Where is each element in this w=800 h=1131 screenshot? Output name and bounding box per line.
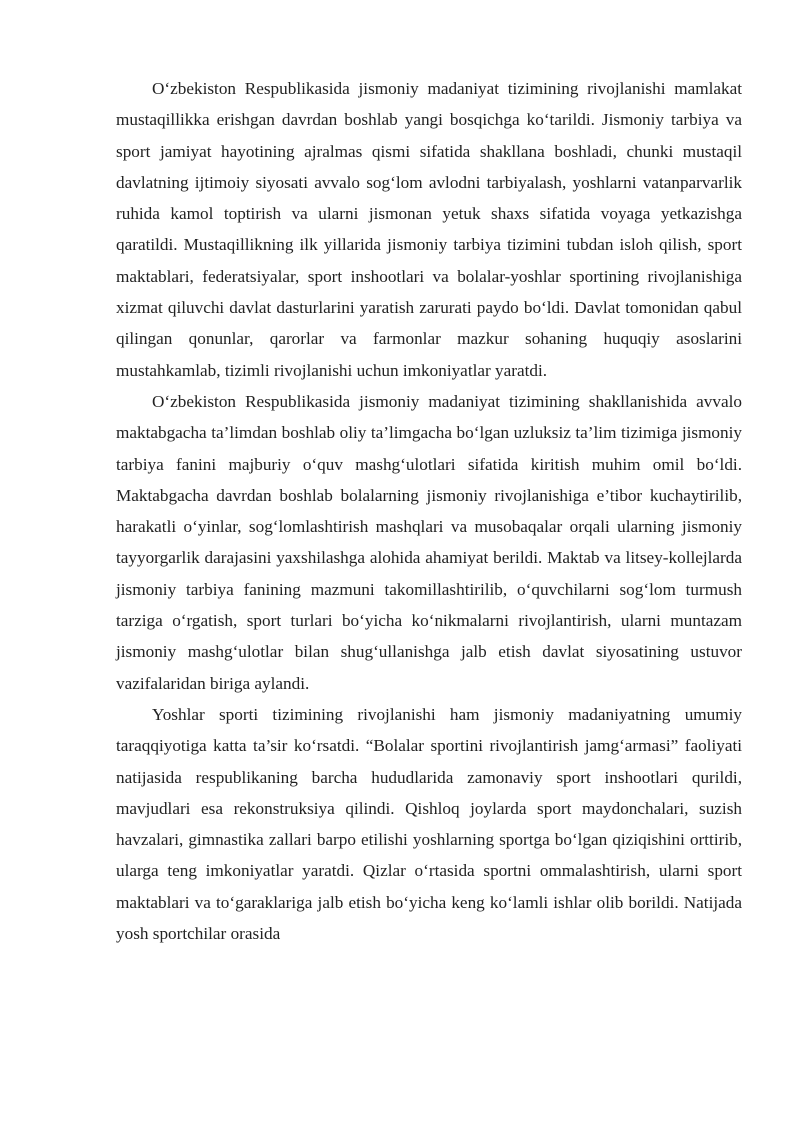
paragraph-3: Yoshlar sporti tizimining rivojlanishi ham jismoniy madaniyatning umumiy taraqqiyotiga katta ta’sir ko‘rsatdi. “Bolalar sportini rivojlantirish jamg‘armasi” faoliyati natijasida respublikaning barcha hududlarida zamonaviy sport inshootlari qurildi, mavjudlari esa rekonstruksiya qilindi. Qishloq joylarda sport maydonchalari, suzish havzalari, gimnastika zallari barpo etilishi yoshlarning sportga bo‘lgan qiziqishini orttirib, ularga teng imkoniyatlar yaratdi. Qizlar o‘rtasida sportni ommalashtirish, ularni sport maktablari va to‘garaklariga jalb etish bo‘yicha keng ko‘lamli ishlar olib borildi. Natijada yosh sportchilar orasida — [116, 704, 742, 944]
paragraph-1: O‘zbekiston Respublikasida jismoniy madaniyat tizimining rivojlanishi mamlakat mustaqillikka erishgan davrdan boshlab yangi bosqichga ko‘tarildi. Jismoniy tarbiya va sport jamiyat hayotining ajralmas qismi sifatida shakllana boshladi, chunki mustaqil davlatning ijtimoiy siyosati avvalo sog‘lom avlodni tarbiyalash, yoshlarni vatanparvarlik ruhida kamol toptirish va ularni jismonan yetuk shaxs sifatida voyaga yetkazishga qaratildi. Mustaqillikning ilk yillarida jismoniy tarbiya tizimini tubdan isloh qilish, sport maktablari, federatsiyalar, sport inshootlari va bolalar-yoshlar sportining rivojlanishiga xizmat qiluvchi davlat dasturlarini yaratish zarurati paydo bo‘ldi. Davlat tomonidan qabul qilingan qonunlar, qarorlar va farmonlar mazkur sohaning huquqiy asoslarini mustahkamlab, tizimli rivojlanishi uchun imkoniyatlar yaratdi. — [116, 79, 742, 380]
body-text — [116, 73, 742, 949]
paragraph-2: O‘zbekiston Respublikasida jismoniy madaniyat tizimining shakllanishida avvalo maktabgacha ta’limdan boshlab oliy ta’limgacha bo‘lgan uzluksiz ta’lim tizimiga jismoniy tarbiya fanini majburiy o‘quv mashg‘ulotlari sifatida kiritish muhim omil bo‘ldi. Maktabgacha davrdan boshlab bolalarning jismoniy rivojlanishiga e’tibor kuchaytirilib, harakatli o‘yinlar, sog‘lomlashtirish mashqlari va musobaqalar orqali ularning jismoniy tayyorgarlik darajasini yaxshilashga alohida ahamiyat berildi. Maktab va litsey-kollejlarda jismoniy tarbiya fanining mazmuni takomillashtirilib, o‘quvchilarni sog‘lom turmush tarziga o‘rgatish, sport turlari bo‘yicha ko‘nikmalarni rivojlantirish, ularni muntazam jismoniy mashg‘ulotlar bilan shug‘ullanishga jalb etish davlat siyosatining ustuvor vazifalaridan biriga aylandi. — [116, 391, 742, 693]
